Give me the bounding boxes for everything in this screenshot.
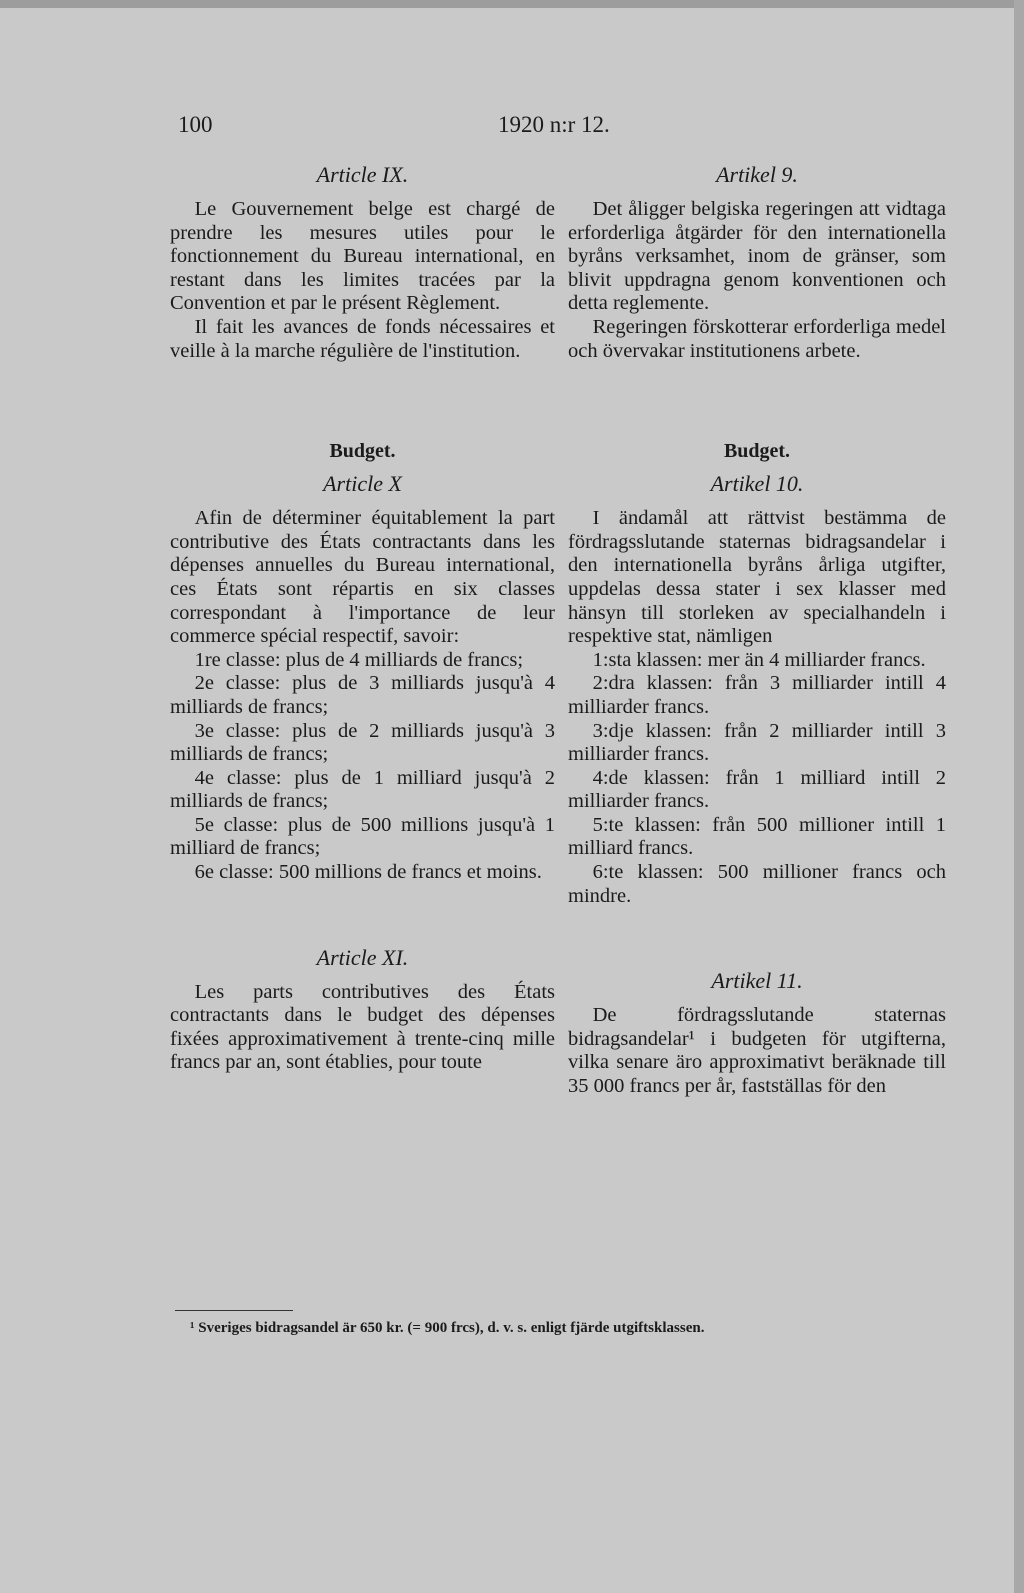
article-9-text-fr <box>170 198 555 363</box>
class-item: 5:te klassen: från 500 millioner intill 1 milliard francs. <box>568 813 946 860</box>
paragraph: I ändamål att rättvist bestämma de fördragsslutande staternas bidragsandelar i den internationella byråns årliga utgifter, uppdelas dessa stater i sex klasser med hänsyn till storleken av specialhandeln i respektive stat, nämligen <box>568 507 946 648</box>
page-number: 100 <box>178 112 213 137</box>
class-item: 4e classe: plus de 1 milliard jusqu'à 2 milliards de francs; <box>170 766 555 813</box>
article-11-text-fr <box>170 981 555 1075</box>
article-11-text-sv <box>568 1004 946 1098</box>
scan-top-edge <box>0 0 1024 8</box>
scan-right-edge <box>1014 0 1024 1593</box>
article-9-heading-fr: Article IX. <box>316 162 409 187</box>
class-item: 4:de klassen: från 1 milliard intill 2 milliarder francs. <box>568 766 946 813</box>
paragraph: Les parts contributives des États contractants dans le budget des dépenses fixées approximativement à trente-cinq mille francs par an, sont établies, pour toute <box>170 980 555 1074</box>
class-item: 3e classe: plus de 2 milliards jusqu'à 3 milliards de francs; <box>170 719 555 766</box>
article-10-text-fr <box>170 507 555 885</box>
swedish-column <box>568 160 946 1099</box>
class-item: 2:dra klassen: från 3 milliarder intill 4 milliarder francs. <box>568 672 946 718</box>
article-11-heading-fr: Article XI. <box>316 944 409 970</box>
paragraph: Il fait les avances de fonds nécessaires et veille à la marche régulière de l'institution. <box>170 315 555 362</box>
class-item: 1re classe: plus de 4 milliards de francs; <box>194 648 524 671</box>
page-header <box>0 112 1024 142</box>
class-item: 5e classe: plus de 500 millions jusqu'à 1 milliard de francs; <box>170 813 555 860</box>
class-item: 1:sta klassen: mer än 4 milliarder francs. <box>592 648 926 671</box>
paragraph: Regeringen förskotterar erforderliga medel och övervakar institutionens arbete. <box>568 315 946 362</box>
article-10-heading-sv: Artikel 10. <box>710 471 804 497</box>
article-9-text-sv <box>568 198 946 363</box>
footnote: ¹ Sveriges bidragsandel är 650 kr. (= 900 frcs), d. v. s. enligt fjärde utgiftsklassen. <box>190 1320 705 1336</box>
article-11-heading-sv: Artikel 11. <box>711 968 803 994</box>
article-10-text-sv <box>568 507 946 908</box>
french-column <box>170 160 555 1075</box>
budget-heading-sv: Budget. <box>723 440 791 463</box>
paragraph: Le Gouvernement belge est chargé de prendre les mesures utiles pour le fonctionnement du Bureau international, en restant dans les limites tracées par la Convention et par le présent Règlement. <box>170 198 555 315</box>
paragraph: Afin de déterminer équitablement la part contributive des États contractants dans les dépenses annuelles du Bureau international, ces États sont répartis en six classes correspondant à l'importance de leur commerce spécial respectif, savoir: <box>170 507 555 648</box>
budget-heading-fr: Budget. <box>329 440 396 463</box>
paragraph: De fördragsslutande staternas bidragsandelar¹ i budgeten för utgifterna, vilka senare äro approximativt beräknade till 35 000 francs per år, fastställas för den <box>568 1004 946 1098</box>
article-10-heading-fr: Article X <box>323 471 402 497</box>
class-item: 6e classe: 500 millions de francs et moins. <box>194 861 542 884</box>
footnote-divider <box>175 1310 293 1311</box>
running-title: 1920 n:r 12. <box>498 112 610 137</box>
class-item: 3:dje klassen: från 2 milliarder intill 3 milliarder francs. <box>568 719 946 766</box>
article-9-heading-sv: Artikel 9. <box>716 162 798 187</box>
class-item: 2e classe: plus de 3 milliards jusqu'à 4 milliards de francs; <box>170 672 555 718</box>
class-item: 6:te klassen: 500 millioner francs och mindre. <box>568 861 946 907</box>
paragraph: Det åligger belgiska regeringen att vidtaga erforderliga åtgärder för den internationella byråns verksamhet, inom de gränser, som blivit uppdragna genom konventionen och detta reglemente. <box>568 198 946 315</box>
